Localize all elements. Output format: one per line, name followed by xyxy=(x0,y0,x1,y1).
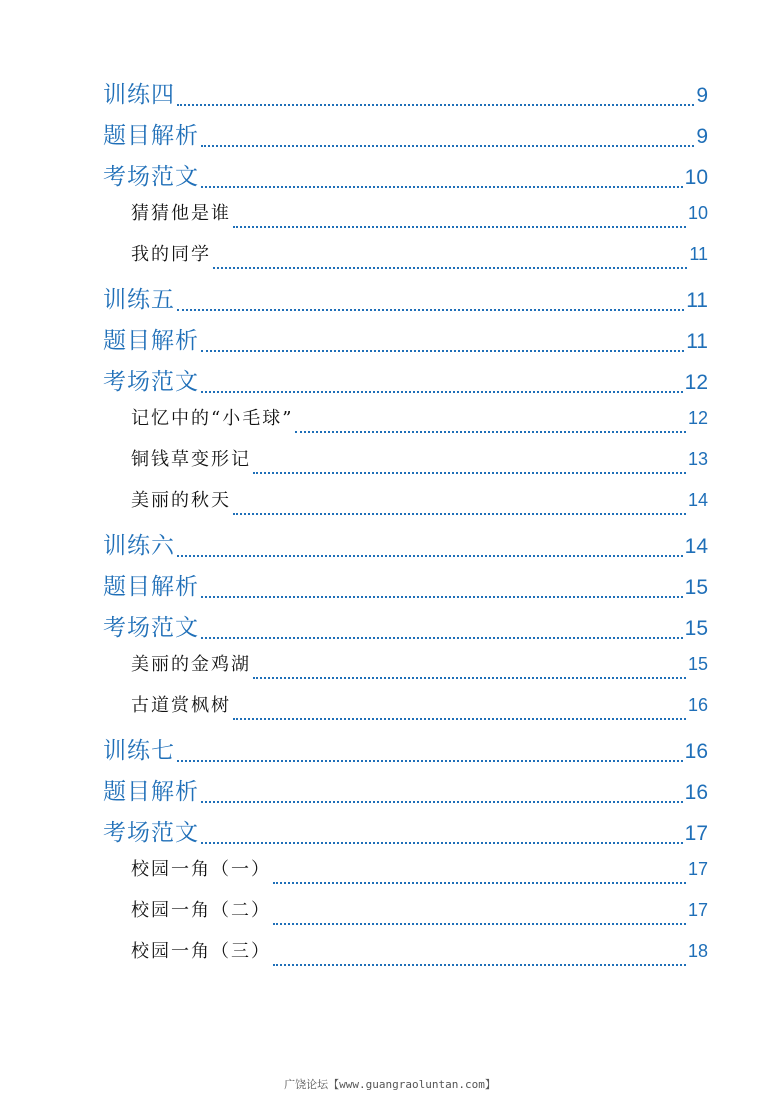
toc-entry-page-number: 16 xyxy=(684,740,708,763)
toc-entry-page-number: 14 xyxy=(684,535,708,558)
toc-dot-leader xyxy=(201,609,683,650)
toc-dot-leader xyxy=(177,281,684,322)
toc-entry-page-number: 9 xyxy=(696,125,708,148)
toc-entry-subheading[interactable] xyxy=(103,240,708,281)
toc-entry-heading[interactable] xyxy=(103,527,708,568)
toc-entry-heading[interactable] xyxy=(103,814,708,855)
toc-entry-page-number: 17 xyxy=(684,822,708,845)
toc-entry-label: 考场范文 xyxy=(103,164,199,190)
toc-dot-leader xyxy=(177,76,694,117)
toc-entry-page-number: 15 xyxy=(684,617,708,640)
toc-entry-label: 训练七 xyxy=(103,738,175,764)
toc-entry-label: 题目解析 xyxy=(103,779,199,805)
toc-entry-heading[interactable] xyxy=(103,281,708,322)
toc-entry-label: 训练六 xyxy=(103,533,175,559)
toc-entry-label: 训练四 xyxy=(103,82,175,108)
toc-dot-leader xyxy=(177,732,683,773)
toc-entry-heading[interactable] xyxy=(103,363,708,404)
toc-dot-leader xyxy=(201,363,683,404)
toc-entry-page-number: 11 xyxy=(689,244,708,264)
toc-entry-page-number: 10 xyxy=(687,203,708,223)
toc-entry-page-number: 11 xyxy=(686,289,708,312)
toc-entry-heading[interactable] xyxy=(103,732,708,773)
toc-entry-subheading[interactable] xyxy=(103,486,708,527)
toc-entry-page-number: 15 xyxy=(687,654,708,674)
toc-dot-leader xyxy=(233,691,686,732)
toc-entry-page-number: 10 xyxy=(684,166,708,189)
toc-dot-leader xyxy=(201,117,694,158)
toc-dot-leader xyxy=(273,937,686,978)
toc-entry-heading[interactable] xyxy=(103,117,708,158)
toc-dot-leader xyxy=(233,486,686,527)
toc-entry-page-number: 17 xyxy=(687,859,708,879)
toc-entry-heading[interactable] xyxy=(103,76,708,117)
toc-entry-heading[interactable] xyxy=(103,609,708,650)
toc-entry-page-number: 17 xyxy=(687,900,708,920)
footer-watermark: 广饶论坛【www.guangraoluntan.com】 xyxy=(284,1078,496,1091)
toc-entry-page-number: 13 xyxy=(687,449,708,469)
toc-entry-page-number: 16 xyxy=(687,695,708,715)
toc-dot-leader xyxy=(213,240,687,281)
toc-dot-leader xyxy=(253,445,686,486)
toc-entry-label: 题目解析 xyxy=(103,328,199,354)
toc-entry-label: 校园一角（三） xyxy=(131,941,271,962)
toc-entry-page-number: 11 xyxy=(686,330,708,353)
toc-entry-label: 训练五 xyxy=(103,287,175,313)
toc-dot-leader xyxy=(201,322,684,363)
toc-dot-leader xyxy=(201,568,683,609)
toc-entry-label: 记忆中的“小毛球” xyxy=(131,408,294,429)
toc-entry-label: 题目解析 xyxy=(103,123,199,149)
toc-entry-page-number: 16 xyxy=(684,781,708,804)
toc-entry-heading[interactable] xyxy=(103,158,708,199)
table-of-contents xyxy=(103,76,708,978)
toc-dot-leader xyxy=(295,404,686,445)
toc-entry-heading[interactable] xyxy=(103,322,708,363)
toc-dot-leader xyxy=(201,773,683,814)
toc-entry-heading[interactable] xyxy=(103,568,708,609)
toc-entry-label: 校园一角（二） xyxy=(131,900,271,921)
toc-dot-leader xyxy=(253,650,686,691)
toc-entry-subheading[interactable] xyxy=(103,445,708,486)
toc-entry-subheading[interactable] xyxy=(103,691,708,732)
toc-dot-leader xyxy=(233,199,686,240)
toc-dot-leader xyxy=(273,896,686,937)
toc-entry-subheading[interactable] xyxy=(103,650,708,691)
toc-entry-label: 我的同学 xyxy=(131,244,211,265)
toc-dot-leader xyxy=(201,814,683,855)
toc-entry-label: 铜钱草变形记 xyxy=(131,449,251,470)
toc-entry-subheading[interactable] xyxy=(103,404,708,445)
toc-entry-label: 考场范文 xyxy=(103,820,199,846)
toc-entry-subheading[interactable] xyxy=(103,896,708,937)
toc-entry-subheading[interactable] xyxy=(103,855,708,896)
toc-entry-label: 古道赏枫树 xyxy=(131,695,231,716)
toc-entry-label: 美丽的秋天 xyxy=(131,490,231,511)
toc-entry-label: 校园一角（一） xyxy=(131,859,271,880)
toc-entry-page-number: 9 xyxy=(696,84,708,107)
toc-entry-subheading[interactable] xyxy=(103,937,708,978)
toc-dot-leader xyxy=(177,527,683,568)
toc-dot-leader xyxy=(201,158,683,199)
toc-entry-label: 考场范文 xyxy=(103,369,199,395)
toc-entry-label: 题目解析 xyxy=(103,574,199,600)
toc-entry-subheading[interactable] xyxy=(103,199,708,240)
toc-entry-page-number: 14 xyxy=(687,490,708,510)
toc-entry-page-number: 12 xyxy=(684,371,708,394)
toc-entry-label: 考场范文 xyxy=(103,615,199,641)
toc-entry-page-number: 18 xyxy=(687,941,708,961)
toc-entry-page-number: 15 xyxy=(684,576,708,599)
toc-dot-leader xyxy=(273,855,686,896)
toc-entry-label: 猜猜他是谁 xyxy=(131,203,231,224)
toc-entry-page-number: 12 xyxy=(687,408,708,428)
toc-entry-label: 美丽的金鸡湖 xyxy=(131,654,251,675)
toc-entry-heading[interactable] xyxy=(103,773,708,814)
